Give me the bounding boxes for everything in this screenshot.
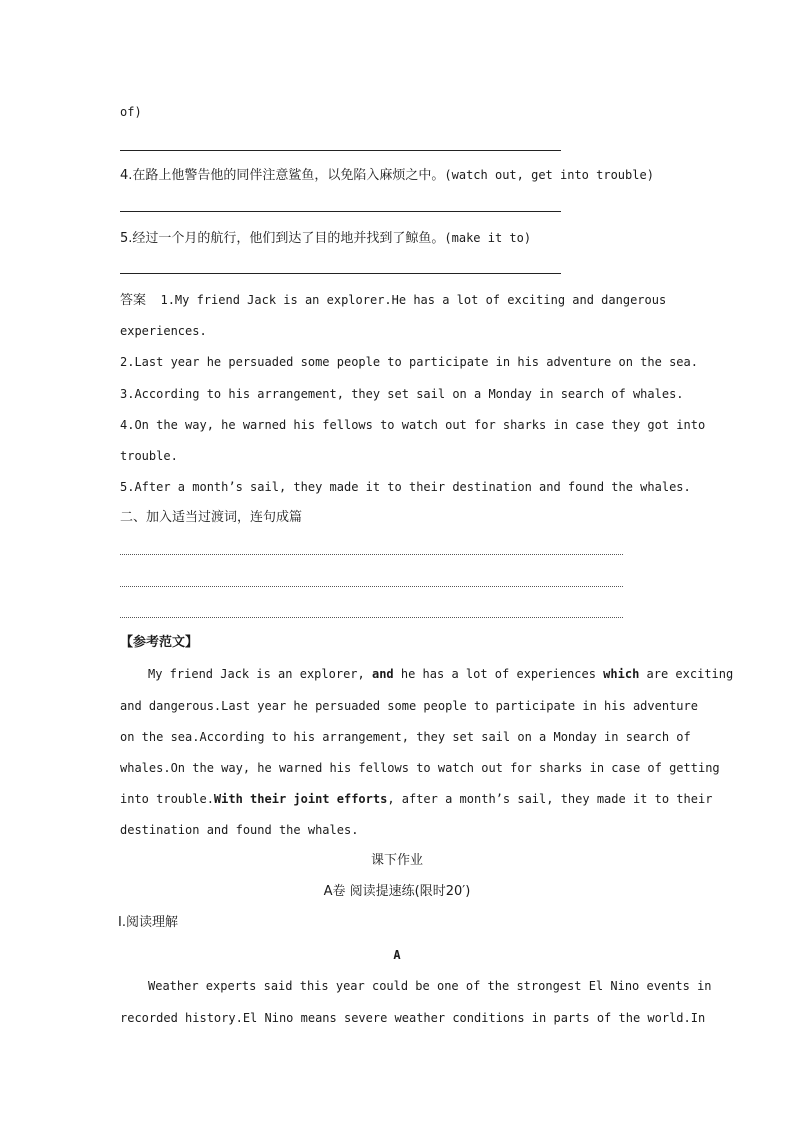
blank-line-3: [120, 617, 623, 618]
answer-line-3: [120, 150, 561, 151]
essay-transition-and: and: [371, 667, 394, 681]
answer-1-line-2: experiences.: [120, 324, 207, 338]
model-essay-line-2: and dangerous.Last year he persuaded some people to participate in his adventure: [120, 699, 698, 713]
answer-1: [120, 292, 666, 309]
question-4: [120, 167, 654, 184]
answer-1-line-1: 1.My friend Jack is an explorer.He has a lot of exciting and dangerous: [160, 293, 667, 307]
model-essay-line-6: destination and found the whales.: [120, 823, 359, 837]
model-essay-label: 【参考范文】: [120, 635, 199, 650]
model-essay-line-5: [120, 791, 712, 807]
model-essay-line-4: whales.On the way, he warned his fellows to watch out for sharks in case of getting: [120, 761, 720, 775]
question-5: [120, 230, 531, 247]
question-4-text: 4.在路上他警告他的同伴注意鲨鱼，以免陷入麻烦之中。: [120, 168, 445, 183]
passage-line-2: recorded history.El Nino means severe weather conditions in parts of the world.In: [120, 1011, 706, 1025]
answer-4-line-2: trouble.: [120, 449, 178, 463]
section-2-heading: 二、加入适当过渡词，连句成篇: [120, 510, 303, 525]
answer-line-4: [120, 211, 561, 212]
answer-4-line-1: 4.On the way, he warned his fellows to watch out for sharks in case they got into: [120, 418, 706, 432]
essay-text: are exciting: [639, 667, 734, 681]
answer-label: 答案: [120, 293, 147, 308]
passage-label: A: [393, 948, 401, 962]
essay-transition-which: which: [603, 667, 640, 681]
model-essay-line-3: on the sea.According to his arrangement, they set sail on a Monday in search of: [120, 730, 691, 744]
answer-5: 5.After a month’s sail, they made it to their destination and found the whales.: [120, 480, 691, 494]
q3-tail: of): [120, 105, 142, 119]
model-essay-line-1: [148, 666, 733, 682]
essay-transition-joint-efforts: With their joint efforts: [213, 792, 388, 806]
essay-text: into trouble.: [120, 792, 214, 806]
essay-text: My friend Jack is an explorer,: [148, 667, 372, 681]
passage-line-1: Weather experts said this year could be one of the strongest El Nino events in: [148, 979, 712, 993]
homework-subtitle: A卷 阅读提速练(限时20′): [323, 884, 471, 899]
reading-section-heading: Ⅰ.阅读理解: [118, 915, 178, 930]
homework-title: 课下作业: [370, 853, 423, 868]
essay-text: he has a lot of experiences: [393, 667, 604, 681]
answer-line-5: [120, 273, 561, 274]
answer-2: 2.Last year he persuaded some people to participate in his adventure on the sea.: [120, 355, 698, 369]
question-5-hint: (make it to): [444, 231, 532, 245]
question-4-hint: (watch out, get into trouble): [444, 168, 654, 182]
question-5-text: 5.经过一个月的航行，他们到达了目的地并找到了鲸鱼。: [120, 231, 445, 246]
blank-line-2: [120, 586, 623, 587]
blank-line-1: [120, 554, 623, 555]
answer-3: 3.According to his arrangement, they set sail on a Monday in search of whales.: [120, 387, 684, 401]
essay-text: , after a month’s sail, they made it to their: [387, 792, 713, 806]
